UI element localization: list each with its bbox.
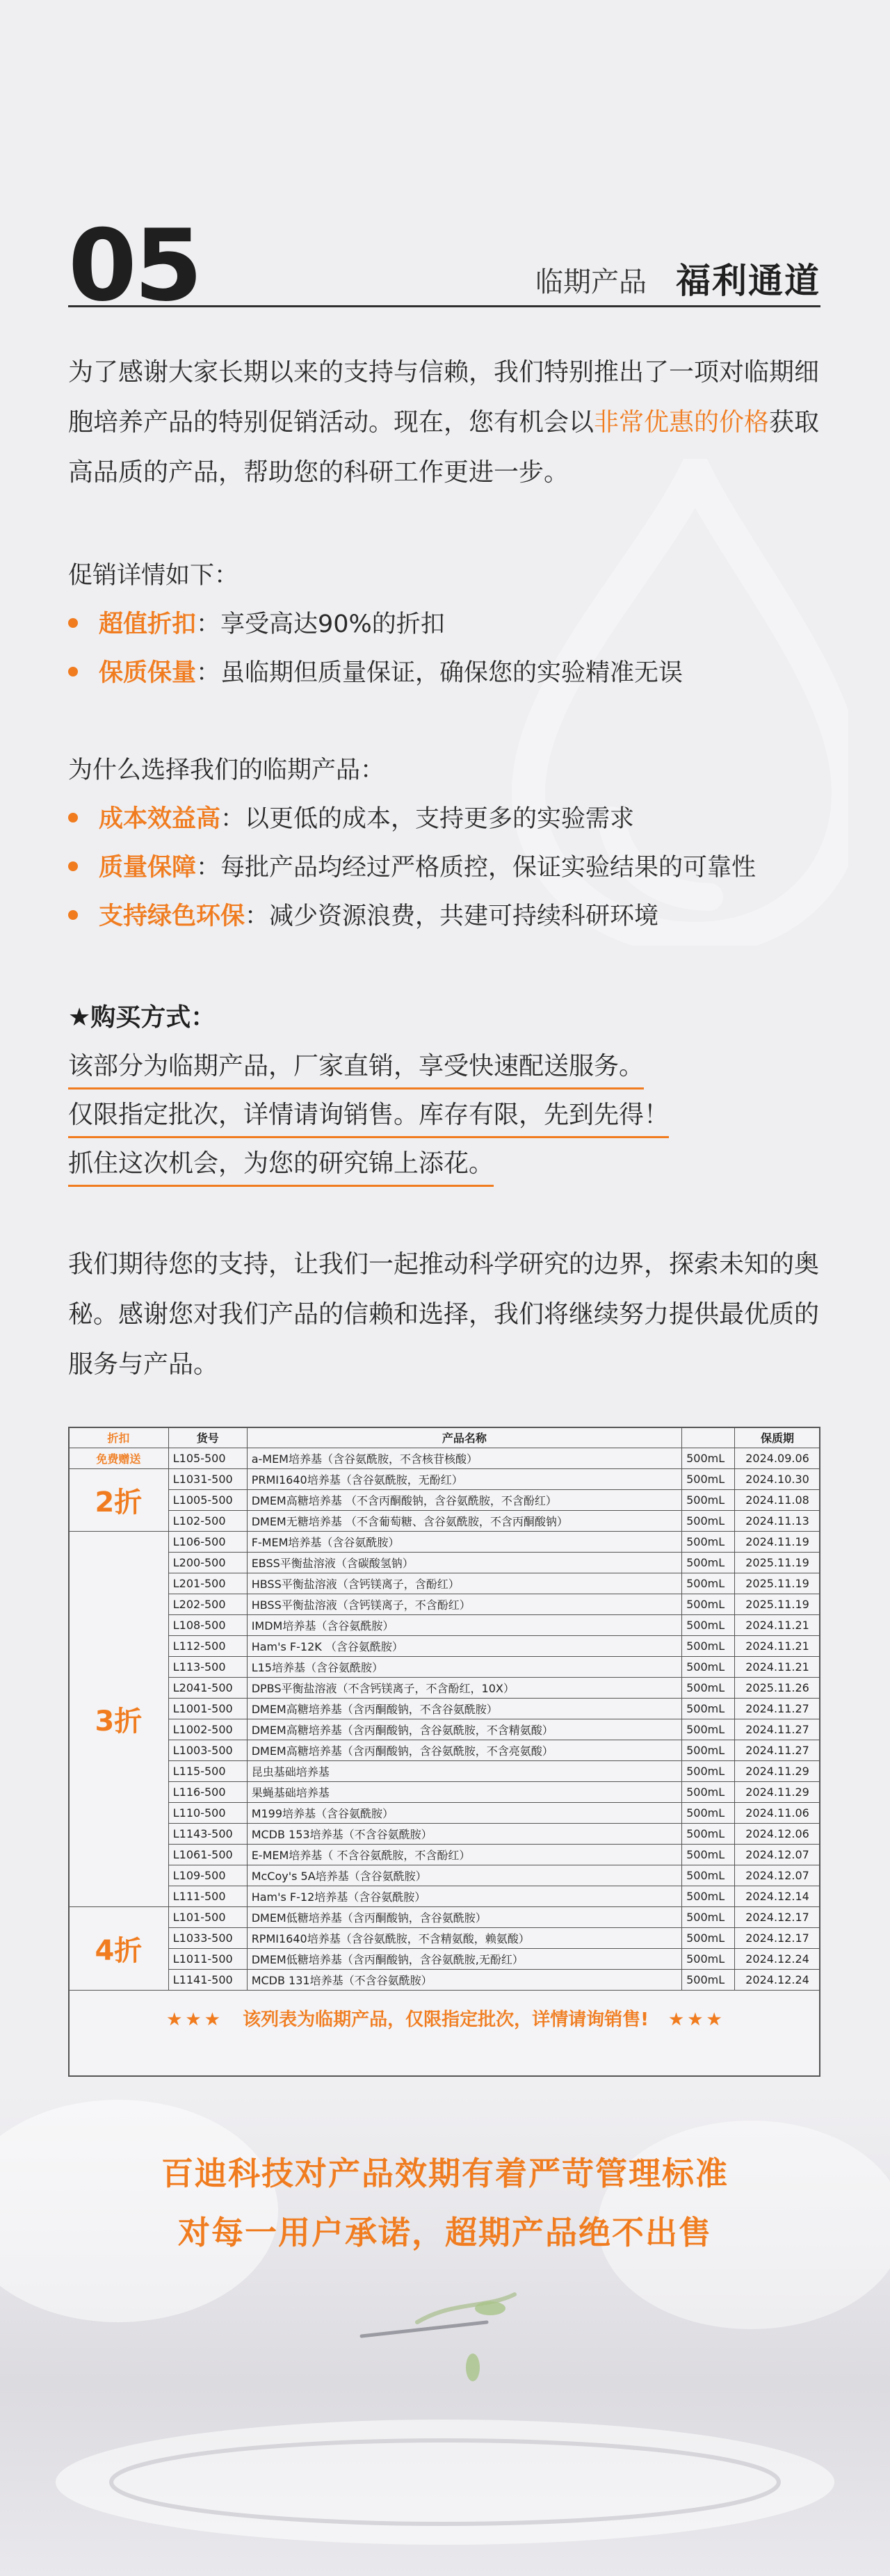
table-row — [69, 1448, 820, 1469]
table-row — [69, 1949, 820, 1970]
table-note — [70, 2005, 822, 2031]
volume-cell: 500mL — [682, 1865, 735, 1886]
volume-cell: 500mL — [682, 1803, 735, 1824]
table-row — [69, 1824, 820, 1845]
sku-cell: L109-500 — [168, 1865, 247, 1886]
product-name-cell: RPMI1640培养基（含谷氨酰胺，不含精氨酸，赖氨酸） — [247, 1928, 681, 1949]
promo-item — [68, 605, 445, 640]
why-item-key: 质量保障 — [99, 854, 197, 882]
table-row — [69, 1740, 820, 1761]
expiry-cell: 2024.11.19 — [735, 1532, 820, 1553]
promo-item — [68, 654, 683, 688]
volume-cell: 500mL — [682, 1511, 735, 1532]
expiry-cell: 2024.12.06 — [735, 1824, 820, 1845]
volume-cell: 500mL — [682, 1448, 735, 1469]
expiry-cell: 2024.11.27 — [735, 1719, 820, 1740]
sku-cell: L115-500 — [168, 1761, 247, 1782]
bullet-dot-icon — [68, 618, 78, 628]
volume-cell: 500mL — [682, 1678, 735, 1699]
volume-cell: 500mL — [682, 1970, 735, 1991]
section-number: 05 — [68, 217, 200, 306]
product-table-container — [68, 1427, 820, 2077]
table-row — [69, 1886, 820, 1907]
table-body — [69, 1448, 820, 1991]
product-name-cell: DMEM无糖培养基 （不含葡萄糖、含谷氨酰胺，不含丙酮酸钠） — [247, 1511, 681, 1532]
expiry-cell: 2024.11.21 — [735, 1615, 820, 1636]
why-item-key: 支持绿色环保 — [99, 902, 245, 930]
bottom-banner — [0, 2093, 890, 2576]
why-item-text: ：减少资源浪费，共建可持续科研环境 — [245, 902, 659, 930]
banner-slogan-2: 对每一用户承诺，超期产品绝不出售 — [178, 2214, 712, 2251]
product-name-cell: DMEM高糖培养基（含丙酮酸钠，含谷氨酰胺，不含精氨酸） — [247, 1719, 681, 1740]
table-row — [69, 1782, 820, 1803]
volume-cell: 500mL — [682, 1824, 735, 1845]
table-row — [69, 1553, 820, 1573]
why-item-key: 成本效益高 — [99, 805, 221, 833]
sku-cell: L1011-500 — [168, 1949, 247, 1970]
why-item — [68, 848, 756, 883]
sku-cell: L1002-500 — [168, 1719, 247, 1740]
product-name-cell: DMEM高糖培养基（含丙酮酸钠，含谷氨酰胺，不含亮氨酸） — [247, 1740, 681, 1761]
sku-cell: L1001-500 — [168, 1699, 247, 1719]
sku-cell: L112-500 — [168, 1636, 247, 1657]
banner-slogan-1: 百迪科技对产品效期有着严苛管理标准 — [161, 2155, 729, 2192]
sku-cell: L108-500 — [168, 1615, 247, 1636]
volume-cell: 500mL — [682, 1761, 735, 1782]
volume-cell: 500mL — [682, 1594, 735, 1615]
product-name-cell: 昆虫基础培养基 — [247, 1761, 681, 1782]
expiry-cell: 2024.12.07 — [735, 1865, 820, 1886]
why-item — [68, 800, 634, 834]
product-name-cell: HBSS平衡盐溶液（含钙镁离子，含酚红） — [247, 1573, 681, 1594]
expiry-cell: 2025.11.19 — [735, 1594, 820, 1615]
sku-cell: L1143-500 — [168, 1824, 247, 1845]
table-row — [69, 1615, 820, 1636]
expiry-cell: 2024.12.17 — [735, 1928, 820, 1949]
volume-cell: 500mL — [682, 1845, 735, 1865]
discount-cell: 免费赠送 — [69, 1448, 169, 1469]
sku-cell: L1141-500 — [168, 1970, 247, 1991]
volume-cell: 500mL — [682, 1740, 735, 1761]
product-name-cell: Ham's F-12培养基（含谷氨酰胺） — [247, 1886, 681, 1907]
expiry-cell: 2024.11.21 — [735, 1636, 820, 1657]
table-row — [69, 1761, 820, 1782]
product-name-cell: MCDB 131培养基（不含谷氨酰胺） — [247, 1970, 681, 1991]
discount-cell: 2折 — [69, 1469, 169, 1532]
sku-cell: L2041-500 — [168, 1678, 247, 1699]
intro-text-2: 获取高品质的产品，帮助您的科研工作更进一步。 — [68, 408, 820, 487]
expiry-cell: 2025.11.19 — [735, 1553, 820, 1573]
table-row — [69, 1636, 820, 1657]
sku-cell: L200-500 — [168, 1553, 247, 1573]
table-row — [69, 1928, 820, 1949]
promo-item-key: 超值折扣 — [99, 610, 197, 638]
why-item — [68, 897, 658, 932]
closing-paragraph: 我们期待您的支持，让我们一起推动科学研究的边界，探索未知的奥秘。感谢您对我们产品的信赖和选择，我们将继续努力提供最优质的服务与产品。 — [68, 1250, 820, 1379]
volume-cell: 500mL — [682, 1928, 735, 1949]
expiry-cell: 2024.11.13 — [735, 1511, 820, 1532]
product-name-cell: MCDB 153培养基（不含谷氨酰胺） — [247, 1824, 681, 1845]
sku-cell: L111-500 — [168, 1886, 247, 1907]
expiry-cell: 2024.12.24 — [735, 1949, 820, 1970]
table-row — [69, 1970, 820, 1991]
volume-cell: 500mL — [682, 1636, 735, 1657]
section-header — [68, 217, 820, 307]
sku-cell: L202-500 — [168, 1594, 247, 1615]
bullet-dot-icon — [68, 910, 78, 920]
section-title: 福利通道 — [676, 261, 820, 301]
expiry-cell: 2024.11.29 — [735, 1782, 820, 1803]
promo-item-text: ：虽临期但质量保证，确保您的实验精准无误 — [196, 659, 683, 687]
product-name-cell: DMEM高糖培养基（含丙酮酸钠，不含谷氨酰胺） — [247, 1699, 681, 1719]
product-table — [68, 1427, 820, 1991]
table-row — [69, 1594, 820, 1615]
buy-title: ★购买方式： — [68, 1003, 216, 1032]
volume-cell: 500mL — [682, 1657, 735, 1678]
intro-highlight: 非常优惠的价格 — [594, 408, 770, 437]
col-header-product: 产品名称 — [247, 1427, 681, 1448]
volume-cell: 500mL — [682, 1490, 735, 1511]
sku-cell: L106-500 — [168, 1532, 247, 1553]
table-row — [69, 1469, 820, 1490]
product-name-cell: E-MEM培养基（ 不含谷氨酰胺，不含酚红） — [247, 1845, 681, 1865]
expiry-cell: 2025.11.19 — [735, 1573, 820, 1594]
bullet-dot-icon — [68, 861, 78, 871]
discount-cell: 4折 — [69, 1907, 169, 1991]
expiry-cell: 2024.12.17 — [735, 1907, 820, 1928]
sku-cell: L1005-500 — [168, 1490, 247, 1511]
sku-cell: L1031-500 — [168, 1469, 247, 1490]
col-header-expiry: 保质期 — [735, 1427, 820, 1448]
sku-cell: L113-500 — [168, 1657, 247, 1678]
intro-text-1: 为了感谢大家长期以来的支持与信赖，我们特别推出了一项对临期细胞培养产品的特别促销活动。现在，您有机会以 — [68, 358, 820, 437]
expiry-cell: 2024.12.07 — [735, 1845, 820, 1865]
volume-cell: 500mL — [682, 1615, 735, 1636]
product-name-cell: DMEM低糖培养基（含丙酮酸钠，含谷氨酰胺） — [247, 1907, 681, 1928]
expiry-cell: 2024.12.14 — [735, 1886, 820, 1907]
product-name-cell: 果蝇基础培养基 — [247, 1782, 681, 1803]
col-header-sku: 货号 — [168, 1427, 247, 1448]
table-header-row — [69, 1427, 820, 1448]
buy-line: 该部分为临期产品，厂家直销，享受快速配送服务。 — [68, 1046, 644, 1089]
table-row — [69, 1532, 820, 1553]
col-header-volume — [682, 1427, 735, 1448]
volume-cell: 500mL — [682, 1907, 735, 1928]
expiry-cell: 2024.11.27 — [735, 1699, 820, 1719]
sku-cell: L1061-500 — [168, 1845, 247, 1865]
why-heading: 为什么选择我们的临期产品： — [68, 756, 385, 784]
table-row — [69, 1907, 820, 1928]
product-name-cell: McCoy's 5A培养基（含谷氨酰胺） — [247, 1865, 681, 1886]
section-subtitle: 临期产品 — [535, 266, 647, 298]
table-row — [69, 1845, 820, 1865]
table-row — [69, 1699, 820, 1719]
star-icon: ★★★ — [668, 2009, 725, 2030]
table-row — [69, 1511, 820, 1532]
expiry-cell: 2024.11.21 — [735, 1657, 820, 1678]
volume-cell: 500mL — [682, 1719, 735, 1740]
volume-cell: 500mL — [682, 1949, 735, 1970]
table-row — [69, 1657, 820, 1678]
promo-item-text: ：享受高达90%的折扣 — [196, 610, 445, 638]
sku-cell: L102-500 — [168, 1511, 247, 1532]
table-row — [69, 1803, 820, 1824]
sku-cell: L201-500 — [168, 1573, 247, 1594]
volume-cell: 500mL — [682, 1532, 735, 1553]
product-name-cell: a-MEM培养基（含谷氨酰胺，不含核苷核酸） — [247, 1448, 681, 1469]
sku-cell: L110-500 — [168, 1803, 247, 1824]
product-name-cell: M199培养基（含谷氨酰胺） — [247, 1803, 681, 1824]
expiry-cell: 2024.10.30 — [735, 1469, 820, 1490]
sku-cell: L116-500 — [168, 1782, 247, 1803]
why-item-text: ：每批产品均经过严格质控，保证实验结果的可靠性 — [196, 854, 756, 882]
buy-line: 仅限指定批次，详情请询销售。库存有限，先到先得！ — [68, 1095, 669, 1138]
product-name-cell: DMEM低糖培养基（含丙酮酸钠，含谷氨酰胺,无酚红） — [247, 1949, 681, 1970]
product-name-cell: Ham's F-12K （含谷氨酰胺） — [247, 1636, 681, 1657]
promo-heading: 促销详情如下： — [68, 562, 239, 590]
table-note-text: 该列表为临期产品，仅限指定批次，详情请询销售! — [243, 2009, 649, 2030]
promo-item-key: 保质保量 — [99, 659, 197, 687]
volume-cell: 500mL — [682, 1699, 735, 1719]
sku-cell: L101-500 — [168, 1907, 247, 1928]
intro-paragraph — [68, 348, 822, 498]
expiry-cell: 2024.11.08 — [735, 1490, 820, 1511]
product-name-cell: IMDM培养基（含谷氨酰胺） — [247, 1615, 681, 1636]
star-icon: ★★★ — [166, 2009, 224, 2030]
volume-cell: 500mL — [682, 1553, 735, 1573]
volume-cell: 500mL — [682, 1573, 735, 1594]
expiry-cell: 2024.09.06 — [735, 1448, 820, 1469]
sku-cell: L1003-500 — [168, 1740, 247, 1761]
buy-line: 抓住这次机会，为您的研究锦上添花。 — [68, 1144, 494, 1187]
expiry-cell: 2024.11.27 — [735, 1740, 820, 1761]
col-header-discount: 折扣 — [69, 1427, 169, 1448]
volume-cell: 500mL — [682, 1469, 735, 1490]
table-row — [69, 1573, 820, 1594]
discount-cell: 3折 — [69, 1532, 169, 1907]
expiry-cell: 2024.11.06 — [735, 1803, 820, 1824]
volume-cell: 500mL — [682, 1886, 735, 1907]
product-name-cell: DMEM高糖培养基 （不含丙酮酸钠，含谷氨酰胺，不含酚红） — [247, 1490, 681, 1511]
product-name-cell: PRMI1640培养基（含谷氨酰胺，无酚红） — [247, 1469, 681, 1490]
product-name-cell: HBSS平衡盐溶液（含钙镁离子，不含酚红） — [247, 1594, 681, 1615]
expiry-cell: 2025.11.26 — [735, 1678, 820, 1699]
bullet-dot-icon — [68, 813, 78, 823]
table-row — [69, 1490, 820, 1511]
table-row — [69, 1865, 820, 1886]
product-name-cell: F-MEM培养基（含谷氨酰胺） — [247, 1532, 681, 1553]
sku-cell: L1033-500 — [168, 1928, 247, 1949]
table-row — [69, 1678, 820, 1699]
product-name-cell: L15培养基（含谷氨酰胺） — [247, 1657, 681, 1678]
expiry-cell: 2024.12.24 — [735, 1970, 820, 1991]
expiry-cell: 2024.11.29 — [735, 1761, 820, 1782]
product-name-cell: DPBS平衡盐溶液（不含钙镁离子，不含酚红，10X） — [247, 1678, 681, 1699]
sku-cell: L105-500 — [168, 1448, 247, 1469]
bullet-dot-icon — [68, 667, 78, 677]
why-item-text: ：以更低的成本，支持更多的实验需求 — [220, 805, 635, 833]
product-name-cell: EBSS平衡盐溶液（含碳酸氢钠） — [247, 1553, 681, 1573]
table-row — [69, 1719, 820, 1740]
volume-cell: 500mL — [682, 1782, 735, 1803]
